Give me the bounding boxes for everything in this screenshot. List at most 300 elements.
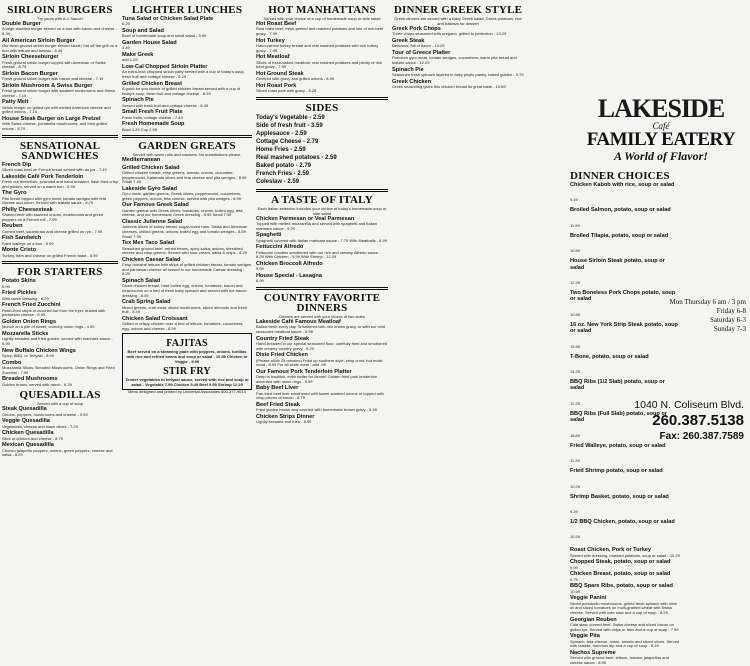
menu-item bbox=[122, 121, 252, 132]
menu-item-name: Chicken Quesadilla bbox=[2, 430, 54, 437]
menu-item bbox=[256, 216, 388, 232]
menu-item-name: New Buffalo Chicken Wings bbox=[2, 347, 76, 354]
menu-item bbox=[256, 414, 388, 425]
section-title-quesadillas: QUESADILLAS bbox=[19, 389, 101, 402]
menu-item-name: Chicken Breast, potato, soup or salad bbox=[570, 571, 671, 578]
menu-item-description: 9.59 bbox=[256, 266, 264, 272]
menu-item-name: Hot Meatloaf bbox=[256, 54, 290, 61]
menu-item-name: Chicken Broccoli Alfredo bbox=[256, 260, 323, 267]
menu-item-description: Crisp romaine lettuce with strips of grilled chicken breast, tomato wedges and parmesan cheese all tossed in our homemade Caesar dressing - 8.29 bbox=[122, 262, 252, 277]
section-note: Greek dinners are served with a baby Greek salad, Greek potatoes, rice and baklava for dessert bbox=[394, 16, 522, 26]
menu-item bbox=[122, 81, 252, 97]
menu-item-description: Turkey, ham and cheese on grilled French toast - 8.99 bbox=[2, 252, 98, 258]
menu-item bbox=[392, 38, 524, 49]
menu-item-name: Chicken Salad Croissant bbox=[122, 315, 188, 322]
menu-item bbox=[2, 290, 118, 301]
menu-item-name: Spaghetti bbox=[256, 232, 282, 239]
menu-item-name: Baby Beef Liver bbox=[256, 385, 299, 392]
menu-item-name: Roast Chicken, Pork or Turkey bbox=[570, 547, 652, 554]
menu-item-description: Spicy, BBQ, or Teriyaki - 8.99 bbox=[2, 352, 54, 358]
divider bbox=[256, 287, 388, 290]
menu-item-name: Lakeside Gyro Salad bbox=[122, 185, 178, 192]
menu-item bbox=[122, 16, 252, 27]
business-hours bbox=[642, 298, 746, 334]
menu-item bbox=[256, 244, 388, 260]
menu-item-name: House Special - Lasagna bbox=[256, 272, 322, 279]
menu-item-description: 8.29 bbox=[122, 21, 130, 27]
menu-item-description: 3.49 bbox=[122, 45, 130, 51]
section-title-lighter-lunches: LIGHTER LUNCHES bbox=[131, 4, 243, 16]
menu-item-name: Broiled Tilapia, potato, soup or salad bbox=[570, 232, 669, 239]
menu-item-description: Topped with melted mozzarella and served with spaghetti and Italian marinara sauce - 9.29 bbox=[256, 221, 377, 231]
menu-item-price: 10.29 bbox=[570, 483, 581, 489]
menu-item-name: Tour of Greece Platter bbox=[392, 50, 451, 56]
menu-item bbox=[122, 278, 252, 298]
menu-item-name: Spinach Pie bbox=[392, 66, 424, 73]
menu-item bbox=[256, 71, 388, 82]
menu-item bbox=[2, 54, 118, 70]
menu-item-name: Tuna Salad or Chicken Salad Plate bbox=[122, 16, 214, 22]
section-title-starters: FOR STARTERS bbox=[17, 266, 103, 279]
menu-item-description: (Please allow 25 minutes) Fried up southern style, crisp crust, hot moist meat - 8.99 For all white meat - add .99 bbox=[256, 357, 383, 368]
side-item: French Fries - 2.59 bbox=[256, 170, 310, 177]
side-item: Baked potato - 2.79 bbox=[256, 162, 312, 169]
menu-item bbox=[570, 182, 680, 206]
menu-item bbox=[570, 494, 680, 518]
menu-item-description: Shaved beef with sauteed onions, mushrooms and green peppers on a French roll - 7.99 bbox=[2, 212, 104, 222]
column-dinner-greek-style bbox=[392, 2, 524, 91]
restaurant-logo bbox=[576, 96, 746, 163]
menu-item-name: Hot Ground Steak bbox=[256, 70, 304, 77]
menu-item-name: Fried Shrimp potato, soup or salad bbox=[570, 468, 663, 475]
menu-item-name: Chicken Strips Dinner bbox=[256, 413, 315, 420]
menu-item-name: The Gyro bbox=[2, 190, 27, 197]
menu-item-description: Lightly breaded and fried - 8.59 bbox=[256, 419, 312, 425]
menu-item bbox=[2, 235, 118, 246]
menu-item-name: Broiled Salmon, potato, soup or salad bbox=[570, 207, 671, 214]
menu-item-name: Chicken Parmesan or Veal Parmesan bbox=[256, 215, 355, 222]
menu-item-description: Fresh ground sirloin burger topped with American or Swiss cheese - 6.79 bbox=[2, 59, 106, 70]
menu-item-description: Diced chicken breast, hard boiled egg, onions, tomatoes, bacon and mushrooms on a bed of fresh baby spinach and served with hot bacon dressing - 8.49 bbox=[122, 283, 247, 298]
menu-item-description: Delicious, full of flavor - 14.29 bbox=[392, 43, 445, 49]
menu-item bbox=[2, 302, 118, 318]
menu-item bbox=[2, 99, 118, 115]
logo-family-eatery: FAMILY EATERY bbox=[586, 129, 736, 150]
menu-item-description: 9.99 bbox=[570, 564, 578, 570]
menu-item-description: Julienne slices of turkey breast, sugar-cured ham, Swiss and American cheeses, chilled greens, onions, boiled egg and tomato wedges - 8.59 Small 7.39 bbox=[122, 224, 248, 239]
menu-item-description: Fettuccini noodles smothered with our rich and creamy Alfredo sauce - 8.29 With Chicken - 9.99 With Shrimp - 12.29 bbox=[256, 249, 381, 260]
menu-item-name: Classic Julienne Salad bbox=[122, 218, 183, 225]
menu-item-name: T-Bone, potato, soup or salad bbox=[570, 353, 649, 360]
menu-item-name: Chopped Steak, potato, soup or salad bbox=[570, 559, 671, 566]
menu-item-name: Soup and Salad bbox=[122, 28, 164, 34]
menu-item bbox=[570, 258, 680, 289]
menu-item-description: Onions, peppers, mushrooms and cheese - 9.99 bbox=[2, 411, 88, 417]
hours-line: Mon Thursday 6 am / 3 pm bbox=[669, 298, 746, 306]
menu-item-name: Sirloin Cheeseburger bbox=[2, 54, 59, 61]
menu-item bbox=[256, 38, 388, 54]
divider bbox=[256, 189, 388, 192]
menu-item bbox=[570, 571, 680, 582]
section-title-fajitas: FAJITAS bbox=[166, 338, 208, 350]
menu-item-description: Served with fresh fruit and cottage cheese - 8.49 bbox=[122, 102, 209, 108]
menu-item bbox=[256, 402, 388, 413]
menu-item-description: Gyro meat, garden greens, Greek olives, pepperoncini, cucumbers, green peppers, onions, feta cheese, served with pita wedges - 8.99 bbox=[122, 191, 242, 201]
menu-item-price: 11.99 bbox=[570, 222, 580, 228]
menu-item-name: Double Burger bbox=[2, 21, 41, 27]
menu-item-description: A good for you choice of grilled chicken breast served with a cup of today's soup, fresh fruit and cottage cheese - 8.29 bbox=[122, 86, 241, 96]
section-title-hot-manhattans: HOT MANHATTANS bbox=[268, 4, 376, 16]
hours-line: Sunday 7-3 bbox=[713, 325, 746, 333]
menu-item-name: Georgian Reuben bbox=[570, 616, 617, 623]
menu-item-description: Corned beef, sauerkraut and cheese grilled on rye - 7.99 bbox=[2, 228, 103, 234]
menu-item-description: Spaghetti covered with Italian marinara sauce - 7.79 With Meatballs - 8.99 bbox=[256, 237, 387, 243]
menu-item-name: Fish Sandwich bbox=[2, 235, 42, 242]
menu-item-name: Our Famous Greek Salad bbox=[122, 202, 189, 209]
stir-fry-description: Tender vegetables in teriyaki sauce, served with rice and soup or salad - Vegetable 7.99 Chicken 9.49 Beef 9.99 Shrimp 12.29 bbox=[125, 377, 249, 387]
side-item: Real mashed potatoes - 2.59 bbox=[256, 154, 337, 161]
side-item: Cottage Cheese - 2.79 bbox=[256, 138, 319, 145]
menu-item-price: 10.59 bbox=[570, 248, 581, 254]
menu-item bbox=[570, 468, 680, 492]
menu-item-description: Pan-fried beef liver smothered with sweet sauteed onions or topped with crisp pieces of bacon - 8.79 bbox=[256, 390, 384, 401]
menu-item bbox=[2, 71, 118, 82]
menu-item-price: 12.29 bbox=[570, 400, 581, 406]
menu-item bbox=[122, 64, 252, 80]
menu-item-name: Mexican Quesadilla bbox=[2, 442, 54, 449]
menu-item-name: Monte Cristo bbox=[2, 247, 37, 254]
menu-item-name: 1/2 BBQ Chicken, potato, soup or salad bbox=[570, 518, 675, 525]
menu-item bbox=[122, 157, 252, 163]
menu-item bbox=[570, 233, 680, 257]
menu-item-name: Lakeside Café Pork Tenderloin bbox=[2, 173, 84, 180]
menu-item-description: Grilled chicken breast, crisp greens, tomato, onions, cucumber, pepperoncini, Kalamata olives and feta cheese and pita wedges - 8.99 Small 7.49 bbox=[122, 170, 247, 185]
logo-cafe: Café bbox=[652, 121, 670, 131]
section-title-garden-greats: GARDEN GREATS bbox=[138, 140, 236, 153]
menu-item-name: Country Fried Steak bbox=[256, 335, 310, 342]
menu-item bbox=[256, 83, 388, 94]
menu-item bbox=[2, 162, 118, 173]
menu-item-name: 16 oz. New York Strip Steak potato, soup or salad bbox=[570, 321, 678, 335]
menu-item-name: Philly Cheesesteak bbox=[2, 206, 53, 213]
menu-item bbox=[2, 190, 118, 206]
menu-item bbox=[392, 50, 524, 66]
menu-item bbox=[122, 316, 252, 332]
menu-item-name: Sirloin Mushroom & Swiss Burger bbox=[2, 82, 93, 89]
menu-item bbox=[570, 547, 680, 558]
menu-item-description: add 1.29 bbox=[122, 57, 138, 63]
menu-item-name: Crab Spring Salad bbox=[122, 299, 171, 306]
menu-item bbox=[122, 240, 252, 256]
menu-item-price: 12.29 bbox=[570, 280, 581, 286]
menu-item-name: House Sirloin Steak potato, soup or salad bbox=[570, 258, 665, 271]
menu-item bbox=[2, 331, 118, 347]
menu-item-name: Greek Chicken bbox=[392, 78, 432, 85]
menu-item-description: 9.79 bbox=[570, 576, 578, 582]
menu-item-description: Pita bread topped with gyro meat, tomato wedges with feta cheese and onion. Served with tzatziki sauce - 6.79 bbox=[2, 195, 107, 206]
menu-item bbox=[570, 595, 680, 615]
menu-item bbox=[2, 247, 118, 258]
menu-item-name: Veggie Pita bbox=[570, 633, 600, 640]
menu-item-description: Three chops seasoned with oregano, grilled to perfection - 13.29 bbox=[392, 31, 507, 37]
menu-item-description: Garden greens with Greek olives, tomatoes, onions, boiled egg, feta cheese, and our homemade Greek dressing - 8.59 Small 7.39 bbox=[122, 207, 243, 218]
menu-item-price: 9.29 bbox=[570, 508, 578, 514]
menu-item-description: Slices of fresh-baked meatloaf, real mashed potatoes and plenty of rich beef gravy - 7.99 bbox=[256, 59, 383, 70]
menu-item-name: BBQ Ribs (Full Slab) potato, soup or salad bbox=[570, 410, 667, 424]
menu-item-name: French Dip bbox=[2, 161, 32, 168]
fajitas-description: Beef served on a steaming plate with peppers, onions, tortillas with rice and refried beans and soup or salad - 10.59 Chicken or Veggie - 9.99 bbox=[126, 349, 248, 364]
menu-item bbox=[2, 174, 118, 190]
menu-item bbox=[392, 26, 524, 37]
menu-item bbox=[256, 261, 388, 272]
menu-item-name: Hot Roast Beef bbox=[256, 21, 297, 27]
menu-item-price: 14.29 bbox=[570, 369, 581, 375]
menu-item-description: Fresh ground sirloin burger with sauteed mushrooms and Swiss cheese - 7.19 bbox=[2, 88, 115, 98]
menu-item-name: Low-Cal Chopped Sirloin Platter bbox=[122, 64, 208, 70]
menu-item-price: 11.29 bbox=[570, 458, 580, 464]
menu-item bbox=[256, 369, 388, 385]
menu-item-description: Vegetables, cheese and black olives - 7.29 bbox=[2, 423, 78, 429]
menu-item-description: Hand-carved turkey breast and real mashed potatoes with rich turkey gravy - 7.99 bbox=[256, 43, 379, 53]
menu-item-description: Hand-breaded in our special seasoned flour, carefully fried and smothered with creamy country gravy - 9.29 bbox=[256, 340, 388, 351]
contact-info bbox=[592, 399, 744, 443]
section-note: Served with a cup of soup bbox=[36, 401, 84, 407]
menu-item bbox=[256, 232, 388, 243]
menu-item bbox=[256, 352, 388, 368]
menu-item-name: Lakeside Café Famous Meatloaf bbox=[256, 318, 341, 325]
menu-item bbox=[122, 28, 252, 39]
menu-item-name: All American Sirloin Burger bbox=[2, 37, 75, 44]
menu-item-name: Tex Mex Taco Salad bbox=[122, 240, 175, 247]
menu-item-description: Seasoned ground beef, refried beans, spicy salsa, onions, shredded cheese and crisp greens. Served with sour cream, salsa & chips - 8.29 bbox=[122, 245, 247, 256]
hours-line: Saturday 6-3 bbox=[710, 316, 746, 324]
menu-item-description: Sliced roast beef on French bread served with au jus - 7.49 bbox=[2, 166, 107, 172]
menu-item bbox=[570, 354, 680, 378]
menu-item bbox=[2, 360, 118, 376]
menu-item-description: Flash-fried strips of zucchini hot from the fryer, dusted with parmesan cheese - 6.99 bbox=[2, 307, 106, 318]
side-item: Home Fries - 2.59 bbox=[256, 146, 306, 153]
menu-item-name: French Fried Zucchini bbox=[2, 302, 61, 309]
menu-item-name: Two Boneless Pork Chops potato, soup or salad bbox=[570, 290, 676, 303]
menu-item-name: Veggie Panini bbox=[570, 595, 607, 602]
menu-item-name: Hot Turkey bbox=[256, 37, 285, 44]
menu-item bbox=[2, 278, 118, 289]
section-note: Served with your choice of a cup of homemade soup or side salad bbox=[263, 16, 381, 21]
menu-item-name: Grilled Chicken Breast bbox=[122, 80, 182, 87]
menu-item bbox=[256, 385, 388, 401]
menu-item-description: Premium gyro meat, tomato wedges, cucumbers, warm pita bread and tzatziki sauce - 12.29 bbox=[392, 55, 517, 65]
section-title-sandwiches: SENSATIONAL SANDWICHES bbox=[19, 139, 101, 162]
menu-item bbox=[570, 650, 680, 666]
section-title-country-favorite-dinners: COUNTRY FAVORITE DINNERS bbox=[263, 291, 381, 314]
menu-item-name: Fried Walleye, potato, soup or salad bbox=[570, 442, 666, 449]
menu-item bbox=[2, 83, 118, 99]
menu-item bbox=[570, 519, 680, 543]
menu-item bbox=[122, 97, 252, 108]
menu-item-name: Chicken Caesar Salad bbox=[122, 256, 181, 263]
menu-item-name: Potato Skins bbox=[2, 278, 36, 285]
menu-item-price: 10.99 bbox=[570, 311, 581, 317]
menu-item-description: Spinach, feta cheese, onion, tomato and sliced olives. Served with tzatziki, hummus dip and a cup of soup - 8.29 bbox=[570, 638, 680, 649]
column-manhattans-sides-italy bbox=[256, 2, 388, 426]
menu-item bbox=[2, 406, 118, 417]
menu-item-description: With Swiss cheese, portabella mushrooms, and fried grilled onions - 8.79 bbox=[2, 121, 107, 131]
menu-item bbox=[570, 443, 680, 467]
menu-item bbox=[392, 67, 524, 78]
fax-number: Fax: 260.387.7589 bbox=[659, 431, 744, 442]
menu-item-description: 8.99 bbox=[256, 278, 264, 284]
menu-item-description: Served with dressing, mashed potatoes, soup or salad - 10.29 bbox=[570, 552, 680, 558]
menu-item bbox=[2, 376, 118, 387]
menu-item-description: Sirloin burger on grilled rye with melted American cheese and grilled onions - 7.19 bbox=[2, 104, 111, 115]
menu-item bbox=[570, 617, 680, 633]
menu-item-name: Greek Pork Chops bbox=[392, 26, 441, 32]
side-item: Coleslaw - 2.59 bbox=[256, 178, 300, 185]
menu-item-description: 5.99 bbox=[2, 283, 10, 289]
menu-item-name: Veggie Quesadilla bbox=[2, 418, 50, 425]
menu-item-description: Real roast beef, fresh-peeled and mashed potatoes and lots of rich beef gravy - 7.99 bbox=[256, 26, 384, 36]
menu-item-name: Dixie Fried Chicken bbox=[256, 352, 308, 359]
menu-item-description: Seasoned fresh spinach layered in flaky phyllo pastry, baked golden - 9.79 bbox=[392, 72, 524, 77]
menu-item-description: An extra-lean chopped sirloin patty served with a cup of today's soup, fresh fruit and cottage cheese - 8.29 bbox=[122, 69, 245, 79]
section-note: Dinners are served with your choice of two sides bbox=[279, 313, 365, 319]
section-title-taste-of-italy: A TASTE OF ITALY bbox=[271, 193, 373, 206]
menu-item-description: Fried golden brown and covered with homemade brown gravy - 8.99 bbox=[256, 407, 377, 413]
menu-item-name: Hot Roast Pork bbox=[256, 82, 297, 89]
menu-item bbox=[122, 299, 252, 315]
menu-item-description: Baked fresh every day. Smothered with rich brown gravy, or with our mild seasoned meatloaf sauce - 8.99 bbox=[256, 324, 386, 334]
menu-item-description: Lightly breaded and fried golden, served with marinara sauce - 6.99 bbox=[2, 336, 113, 346]
menu-item-name: Combo bbox=[2, 359, 22, 366]
menu-item-description: Covered with gravy and grilled onions - 8.99 bbox=[256, 76, 335, 82]
menu-item bbox=[2, 207, 118, 223]
menu-item-description: Grilled or crispy chicken over a bed of lettuce, tomatoes, cucumbers, egg, onions and cheese - 8.99 bbox=[122, 321, 244, 331]
menu-item-description: 10.59 bbox=[570, 588, 581, 594]
menu-item bbox=[570, 583, 680, 594]
menu-item-description: Bowl of homemade soup and small salad - 5.99 bbox=[122, 33, 207, 39]
menu-item bbox=[122, 109, 252, 120]
menu-item-description: Fresh fruits, cottage cheese - 7.49 bbox=[122, 114, 183, 120]
menu-item-description: Mixed greens, crab meat, sliced mushrooms, sliced almonds and fresh fruit - 8.49 bbox=[122, 304, 247, 315]
menu-item-description: A large doubled burger served on a bun with bacon and cheese - 8.39 bbox=[2, 26, 117, 36]
menu-item bbox=[256, 54, 388, 70]
menu-item-name: Steak Quesadilla bbox=[2, 406, 47, 413]
menu-item-description: With ranch dressing - 6.29 bbox=[2, 295, 49, 301]
menu-item-description: Greek seasoning gives this chicken breast its great taste - 10.89 bbox=[392, 84, 506, 89]
menu-item-price: 9.49 bbox=[570, 197, 578, 203]
menu-item bbox=[256, 21, 388, 37]
menu-item-name: Make Greek bbox=[122, 52, 154, 58]
menu-item-name: Garden House Salad bbox=[122, 40, 177, 46]
divider bbox=[256, 97, 388, 100]
menu-item-description: Fried walleye on a bun - 6.99 bbox=[2, 240, 54, 246]
menu-item-name: BBQ Ribs (1/2 Slab) potato, soup or salad bbox=[570, 379, 665, 392]
menu-item-name: Spinach Salad bbox=[122, 277, 161, 284]
menu-item-description: Sliced portobello mushrooms, grilled fresh spinach with olive oil and sliced tomatoes on multi-grained wheat with Swiss cheese. Served with cole slaw and a cup of soup - 8.29 bbox=[570, 600, 677, 615]
section-title-dinner-choices: DINNER CHOICES bbox=[570, 170, 670, 182]
menu-item-name: Chicken Kabob with rice, soup or salad bbox=[570, 182, 675, 188]
fajitas-box bbox=[122, 333, 252, 390]
menu-item-description: Slice of chicken and cheese - 8.79 bbox=[2, 435, 63, 441]
menu-item bbox=[2, 319, 118, 330]
menu-item bbox=[122, 219, 252, 239]
menu-item bbox=[2, 418, 118, 429]
menu-item bbox=[122, 52, 252, 63]
menu-item-description: Bowl 3.29 Cup 2.59 bbox=[122, 126, 157, 132]
menu-item-price: 15.99 bbox=[570, 343, 581, 349]
phone-number: 260.387.5138 bbox=[652, 412, 744, 429]
menu-item-name: Spinach Pie bbox=[122, 97, 154, 104]
menu-item-name: Our Famous Pork Tenderloin Platter bbox=[256, 368, 352, 375]
menu-item-description: Served with ground beef, lettuce, tomato, jalapeños and cheese sauce - 8.99 bbox=[570, 655, 669, 665]
menu-item-name: Golden Onion Rings bbox=[2, 318, 57, 325]
menu-item-name: House Steak Burger on Large Pretzel bbox=[2, 115, 101, 122]
menu-item-description: Deep in tradition, even better for dinner! Golden fried pork tenderloin accented with onion rings - 9.99 bbox=[256, 374, 377, 384]
divider bbox=[122, 135, 252, 138]
menu-item bbox=[570, 633, 680, 649]
menu-item-description: Mozzarella Sticks, Breaded Mushrooms, Onion Rings and Fried Zucchini - 7.99 bbox=[2, 364, 115, 375]
column-lighter-lunches bbox=[122, 2, 252, 395]
section-title-sides: SIDES bbox=[305, 101, 339, 114]
menu-item-description: Golden brown, served with ranch - 6.29 bbox=[2, 381, 72, 387]
menu-item bbox=[122, 257, 252, 277]
menu-item bbox=[256, 319, 388, 335]
menu-item bbox=[256, 273, 388, 284]
menu-item bbox=[2, 21, 118, 37]
menu-item-name: Shrimp Basket, potato, soup or salad bbox=[570, 493, 669, 500]
menu-item bbox=[2, 223, 118, 234]
menu-item bbox=[2, 38, 118, 54]
menu-item bbox=[2, 442, 118, 458]
menu-item-description: Our fresh ground sirloin burger served sizzlin' hot off the grill on a bun with lettuce and tomato - 6.49 bbox=[2, 43, 118, 53]
menu-item bbox=[570, 207, 680, 231]
menu-item-name: BBQ Spare Ribs, potato, soup or salad bbox=[570, 583, 673, 590]
menu-item-name: Fried Pickles bbox=[2, 290, 37, 297]
menu-item-description: Cole slaw, corned beef, Swiss cheese and sliced bacon on grilled rye. Served with chips or fries and a cup of soup - 7.99 bbox=[570, 621, 679, 632]
menu-item-name: Mozzarella Sticks bbox=[2, 330, 49, 337]
menu-item-name: Mediterranean bbox=[122, 157, 161, 164]
section-title-dinner-greek-style: DINNER GREEK STYLE bbox=[393, 4, 523, 16]
column-burgers-sandwiches bbox=[2, 2, 118, 459]
menu-item-price: 18.89 bbox=[570, 432, 581, 438]
side-item: Side of fresh fruit - 3.59 bbox=[256, 122, 323, 129]
menu-item-name: Nachos Supreme bbox=[570, 649, 616, 656]
menu-item-name: Grilled Chicken Salad bbox=[122, 164, 180, 171]
menu-item-name: Reuben bbox=[2, 223, 23, 230]
menu-item bbox=[570, 559, 680, 570]
section-note: Each Italian selection includes your choice of today's homemade soup or side salad bbox=[257, 205, 387, 216]
menu-item-name: Patty Melt bbox=[2, 99, 29, 106]
menu-item bbox=[2, 116, 118, 132]
address: 1040 N. Coliseum Blvd. bbox=[634, 399, 744, 411]
section-note: Served with warm rolls and crackers. No substitutions please. bbox=[132, 152, 242, 158]
side-item: Applesauce - 2.59 bbox=[256, 130, 307, 137]
menu-item-name: Fresh Homemade Soup bbox=[122, 121, 185, 128]
menu-item bbox=[2, 348, 118, 359]
menu-item-name: Breaded Mushrooms bbox=[2, 376, 58, 383]
section-note: Try yours with A-1 Sauce! bbox=[37, 16, 83, 21]
section-title-stir-fry: STIR FRY bbox=[163, 366, 211, 378]
menu-item bbox=[256, 336, 388, 352]
menu-item-name: Beef Fried Steak bbox=[256, 401, 300, 408]
side-item: Today's Vegetable - 2.59 bbox=[256, 114, 325, 121]
divider bbox=[2, 261, 118, 264]
divider bbox=[2, 135, 118, 138]
menu-item bbox=[122, 165, 252, 185]
menu-item-price: 10.59 bbox=[570, 534, 581, 540]
menu-item-description: Sliced roast pork with gravy - 8.29 bbox=[256, 88, 317, 94]
logo-tagline: A World of Flavor! bbox=[614, 149, 708, 163]
